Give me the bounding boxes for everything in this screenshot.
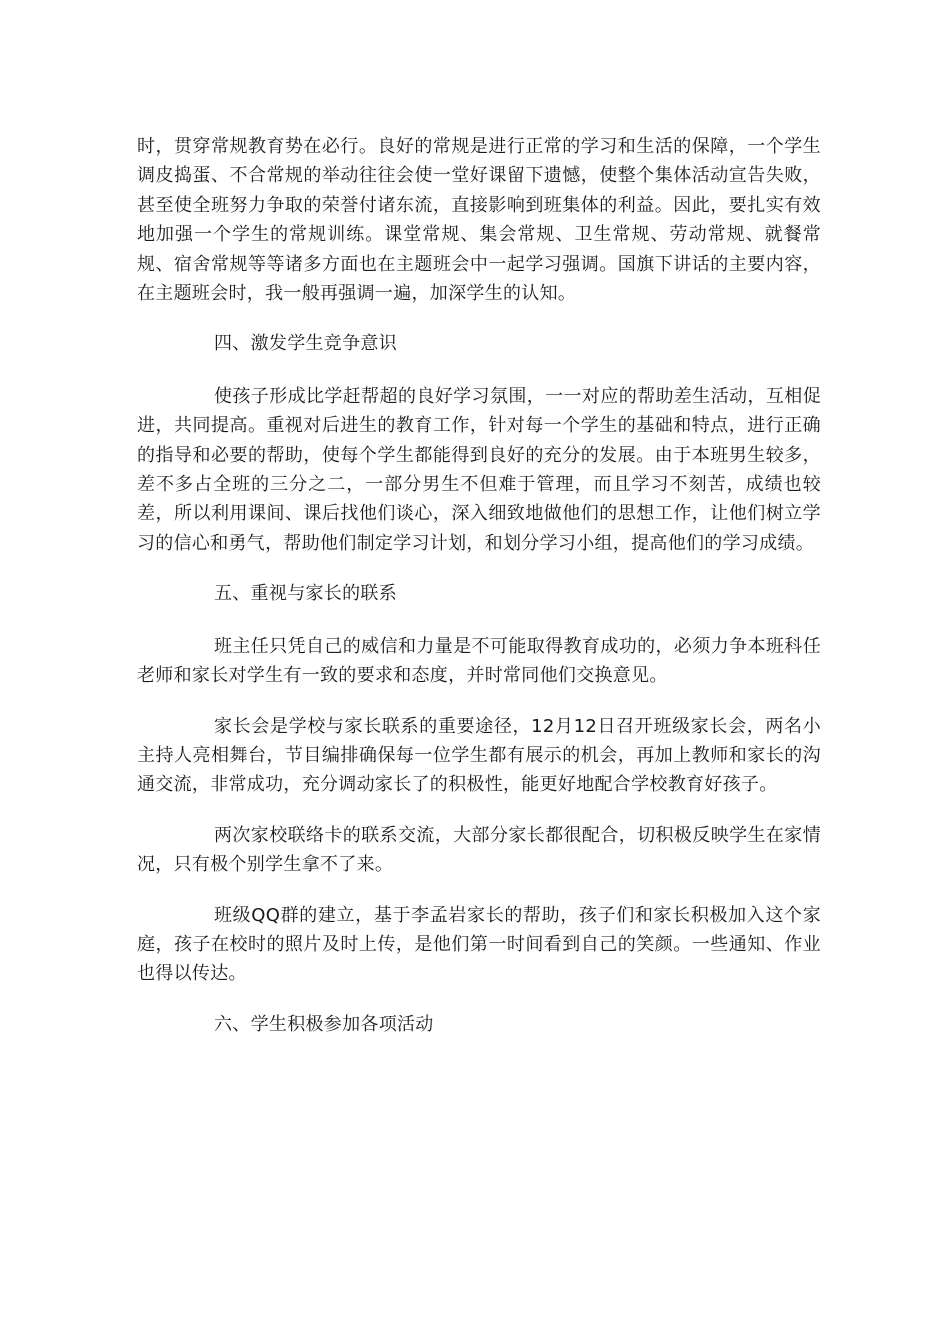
document-page [137,132,821,1062]
body-paragraph: 使孩子形成比学赶帮超的良好学习氛围，一一对应的帮助差生活动，互相促进，共同提高。重视对后进生的教育工作，针对每一个学生的基础和特点，进行正确的指导和必要的帮助，使每个学生都能得到良好的充分的发展。由于本班男生较多，差不多占全班的三分之二，一部分男生不但难于管理，而且学习不刻苦，成绩也较差，所以利用课间、课后找他们谈心，深入细致地做他们的思想工作，让他们树立学习的信心和勇气，帮助他们制定学习计划，和划分学习小组，提高他们的学习成绩。 [137,385,821,554]
section-heading: 五、重视与家长的联系 [214,583,397,605]
body-paragraph: 时，贯穿常规教育势在必行。良好的常规是进行正常的学习和生活的保障，一个学生调皮捣蛋、不合常规的举动往往会使一堂好课留下遗憾，使整个集体活动宣告失败，甚至使全班努力争取的荣誉付诸东流，直接影响到班集体的利益。因此，要扎实有效地加强一个学生的常规训练。课堂常规、集会常规、卫生常规、劳动常规、就餐常规、宿舍常规等等诸多方面也在主题班会中一起学习强调。国旗下讲话的主要内容，在主题班会时，我一般再强调一遍，加深学生的认知。 [137,136,821,305]
body-paragraph: 两次家校联络卡的联系交流，大部分家长都很配合，切积极反映学生在家情况，只有极个别学生拿不了来。 [137,824,821,876]
section-heading: 六、学生积极参加各项活动 [214,1013,434,1035]
section-heading: 四、激发学生竞争意识 [214,333,397,355]
body-paragraph: 班主任只凭自己的威信和力量是不可能取得教育成功的，必须力争本班科任老师和家长对学生有一致的要求和态度，并时常同他们交换意见。 [137,635,821,687]
body-paragraph: 班级QQ群的建立，基于李孟岩家长的帮助，孩子们和家长积极加入这个家庭，孩子在校时的照片及时上传，是他们第一时间看到自己的笑颜。一些通知、作业也得以传达。 [137,904,821,985]
body-paragraph: 家长会是学校与家长联系的重要途径，12月12日召开班级家长会，两名小主持人亮相舞台，节目编排确保每一位学生都有展示的机会，再加上教师和家长的沟通交流，非常成功，充分调动家长了的积极性，能更好地配合学校教育好孩子。 [137,715,821,796]
